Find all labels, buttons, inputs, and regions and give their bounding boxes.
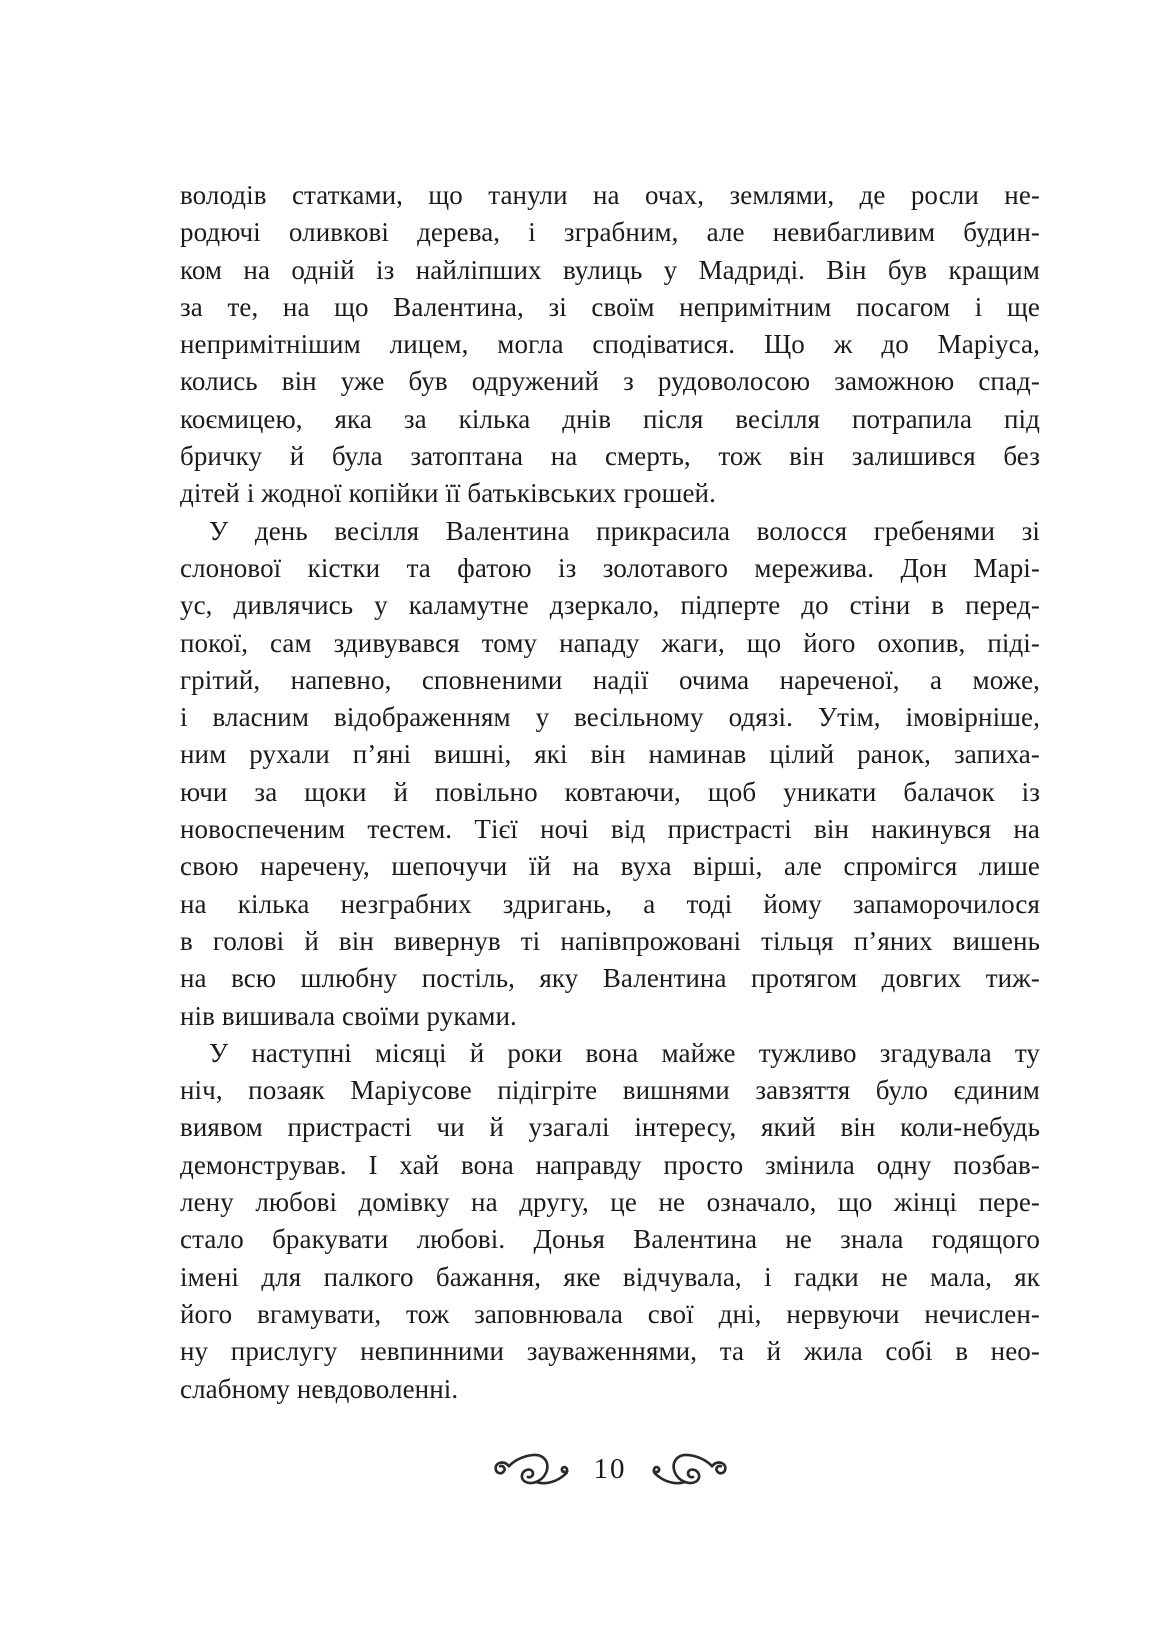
flourish-left-icon [490,1444,572,1496]
text-line: непримітнішим лицем, могла сподіватися. Що ж до Маріуса, [180,329,1040,360]
text-line: колись він уже був одружений з рудоволосою заможною спад- [180,366,1040,397]
text-line: демонстрував. І хай вона направду просто змінила одну позбав- [180,1149,1040,1180]
text-line: ус, дивлячись у каламутне дзеркало, підперте до стіни в перед- [180,590,1040,621]
page-number: 10 [593,1452,627,1485]
text-line: володів статками, що танули на очах, землями, де росли не- [180,180,1040,210]
text-line: на всю шлюбну постіль, яку Валентина протягом довгих тиж- [180,963,1040,994]
paragraph [180,177,1040,513]
text-line: ком на одній із найліпших вулиць у Мадриді. Він був кращим [180,254,1040,285]
text-line: родючі оливкові дерева, і зграбним, але невибагливим будин- [180,217,1040,248]
text-line: виявом пристрасті чи й узагалі інтересу, який він коли-небудь [180,1112,1040,1143]
text-line: грітий, напевно, сповненими надії очима нареченої, а може, [180,664,1040,695]
text-line: і власним відображенням у весільному одязі. Утім, імовірніше, [180,702,1040,733]
paragraph [180,513,1040,1035]
text-line: ну прислугу невпинними зауваженнями, та й жила собі в нео- [180,1336,1040,1367]
text-line: за те, на що Валентина, зі своїм непримітним посагом і ще [180,291,1040,322]
text-line: нів вишивала своїми руками. [180,1000,517,1031]
text-line: в голові й він вивернув ті напівпрожовані тільця п’яних вишень [180,925,1040,956]
text-line: лену любові домівку на другу, це не означало, що жінці пере- [180,1187,1040,1218]
text-line: слонової кістки та фатою із золотавого мережива. Дон Марі- [180,552,1040,583]
text-line: свою наречену, шепочучи їй на вуха вірші, але спромігся лише [180,851,1040,882]
text-line: дітей і жодної копійки її батьківських грошей. [180,478,716,509]
text-line: його вгамувати, тож заповнювала свої дні, нервуючи нечислен- [180,1298,1040,1329]
text-line: імені для палкого бажання, яке відчувала, і гадки не мала, як [180,1261,1040,1292]
text-line: на кілька незграбних здригань, а тоді йому запаморочилося [180,888,1040,919]
text-line: бричку й була затоптана на смерть, тож він залишився без [180,441,1040,472]
text-line: коємицею, яка за кілька днів після весілля потрапила під [180,403,1040,434]
text-line: У день весілля Валентина прикрасила волосся гребенями зі [209,515,1040,546]
text-line: ним рухали п’яні вишні, які він наминав цілий ранок, запиха- [180,739,1040,770]
text-line: ючи за щоки й повільно ковтаючи, щоб уникати балачок із [180,776,1040,807]
text-line: стало бракувати любові. Донья Валентина не знала годящого [180,1224,1040,1255]
paragraph [180,1035,1040,1408]
text-line: покої, сам здивувався тому нападу жаги, що його охопив, піді- [180,627,1040,658]
flourish-right-icon [649,1444,731,1496]
text-line: У наступні місяці й роки вона майже тужливо згадувала ту [209,1037,1040,1068]
text-line: новоспеченим тестем. Тієї ночі від пристрасті він накинувся на [180,814,1040,845]
text-line: слабному невдоволенні. [180,1373,459,1404]
body-text [180,177,1040,1408]
text-line: ніч, позаяк Маріусове підігріте вишнями завзяття було єдиним [180,1075,1040,1106]
page-footer [180,1444,1040,1496]
